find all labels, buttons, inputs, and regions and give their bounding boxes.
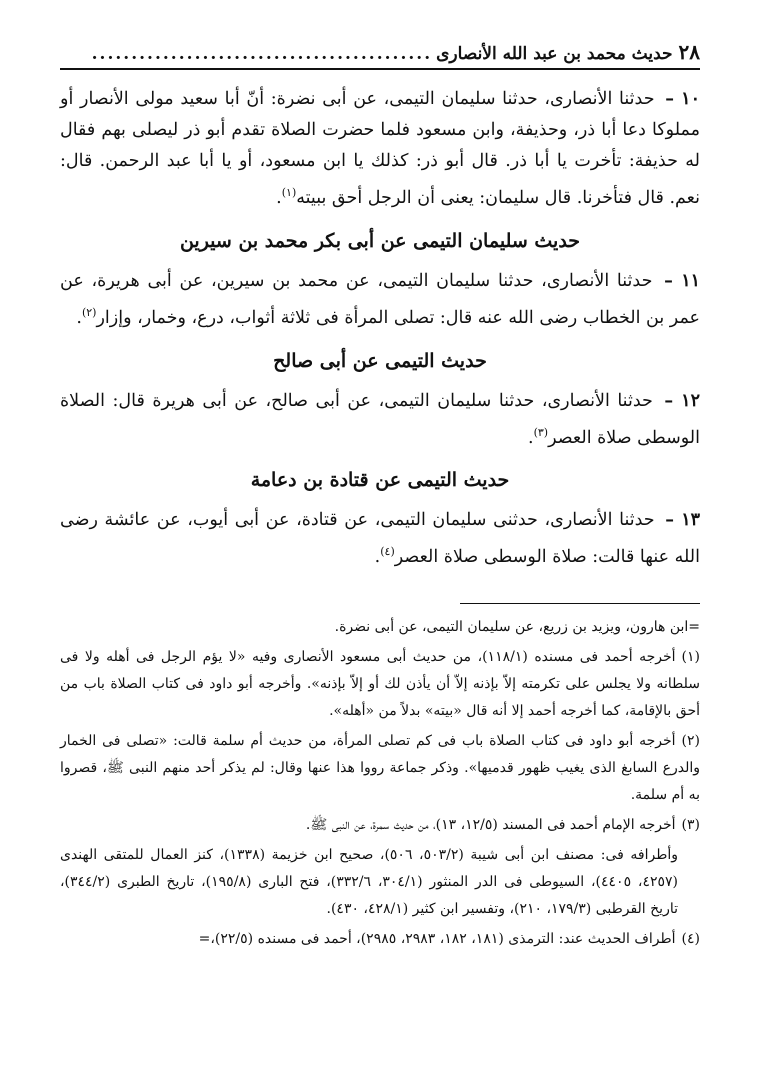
footnote-ref: (٤) bbox=[380, 545, 395, 559]
hadith-13 bbox=[60, 505, 700, 573]
footnote-ref: (٢) bbox=[81, 305, 97, 319]
footnote-text: أخرجه أبو داود فى كتاب الصلاة باب فى كم تصلى المرأة، من حديث أم سلمة قالت: «تصلى فى الخمار والدرع السابغ الذى يغيب ظهور قدميها». وذكر جماعة رووا هذا عنها وقال: لم يذكر أحد منهم النبى ﷺ، قصروا به أم سلمة. bbox=[60, 733, 700, 804]
footnote-text: أطراف الحديث عند: الترمذى (١٨١، ١٨٢، ٢٩٨٣، ٢٩٨٥)، أحمد فى مسنده (٢٢/٥)،= bbox=[198, 931, 676, 948]
footnote-number: (١) bbox=[681, 649, 700, 666]
footnote-2 bbox=[60, 728, 700, 809]
hadith-number: ١٣ – bbox=[665, 510, 700, 531]
footnote-ref: (٣) bbox=[533, 425, 549, 439]
footnote-atraf: وأطرافه فى: مصنف ابن أبى شيبة (٥٠٣/٢، ٥٠٦)، صحيح ابن خزيمة (١٣٣٨)، كنز العمال للمتقى الهندى (٤٢٥٧، ٤٤٠٥)، السيوطى فى الدر المنثور (٣٠٤/١، ٣٣٢/٦)، فتح البارى (١٩٥/٨)، تاريخ الطبرى (٣٤٤/٢)، تاريخ القرطبى (١٧٩/٣، ٢١٠)، وتفسير ابن كثير (٤٢٨/١، ٤٣٠). bbox=[60, 847, 678, 918]
hadith-text: حدثنا الأنصارى، حدثنى سليمان التيمى، عن قتادة، عن أبى أيوب، عن عائشة رضى الله عنها قالت: صلاة الوسطى صلاة العصر bbox=[60, 510, 700, 568]
hadith-end: . bbox=[76, 307, 82, 328]
hadith-end: . bbox=[276, 187, 282, 208]
hadith-number: ١٠ – bbox=[665, 89, 700, 109]
footnote-4 bbox=[60, 926, 700, 953]
footnote-1 bbox=[60, 644, 700, 725]
footnote-ref: (١) bbox=[281, 186, 297, 199]
hadith-text: حدثنا الأنصارى، حدثنا سليمان التيمى، عن أبى صالح، عن أبى هريرة قال: الصلاة الوسطى صلاة العصر bbox=[60, 390, 700, 448]
hadith-number: ١٢ – bbox=[664, 390, 700, 411]
footnote-3 bbox=[60, 812, 700, 839]
hadith-text: حدثنا الأنصارى، حدثنا سليمان التيمى، عن أبى نضرة: أنّ أبا سعيد مولى الأنصار أو مملوكا دعا أبا ذر، وحذيفة، وابن مسعود فلما حضرت الصلاة تقدم أبو ذر ليصلى بهم فقال له حذيفة: تأخرت يا أبا ذر. قال أبو ذر: كذلك يا ابن مسعود، أو يا أبا عبد الرحمن. قال: نعم. قال فتأخرنا. قال سليمان: يعنى أن الرجل أحق ببيته bbox=[60, 89, 700, 208]
page-number: ٢٨ bbox=[678, 40, 700, 64]
header-dots: ........................................... bbox=[91, 44, 433, 64]
section-title: حديث التيمى عن قتادة بن دعامة bbox=[250, 469, 510, 492]
hadith-number: ١١ – bbox=[664, 270, 700, 291]
footnote-number: (٢) bbox=[681, 733, 700, 750]
hadith-12 bbox=[60, 386, 700, 454]
section-title: حديث سليمان التيمى عن أبى بكر محمد بن سيرين bbox=[179, 229, 581, 252]
hadith-10 bbox=[60, 84, 700, 214]
footnote-number: (٣) bbox=[681, 817, 700, 834]
footnote-text: أخرجه أحمد فى مسنده (١١٨/١)، من حديث أبى مسعود الأنصارى وفيه «لا يؤم الرجل فى أهله ولا فى سلطانه ولا يجلس على تكرمته إلاّ بإذنه إلاّ أن يأذن لك أو إلاّ بإذنه». وأخرجه أبو داود فى كتاب الصلاة باب من أحق بالإقامة، كما أخرجه أحمد إلا أنه قال «بيته» بدلاً من «أهله». bbox=[60, 649, 700, 720]
hadith-text: حدثنا الأنصارى، حدثنا سليمان التيمى، عن محمد بن سيرين، عن أبى هريرة، عن عمر بن الخطاب رضى الله عنه قال: تصلى المرأة فى ثلاثة أثواب، درع، وخمار، وإزار bbox=[60, 270, 700, 328]
hadith-end: . bbox=[528, 427, 534, 448]
footnote-text: أخرجه الإمام أحمد فى المسند (١٢/٥، ١٣)، من حديث سمرة، عن النبى ﷺ. bbox=[305, 817, 676, 834]
footnote-continuation: =ابن هارون، ويزيد بن زريع، عن سليمان التيمى، عن أبى نضرة. bbox=[334, 619, 700, 636]
running-header bbox=[60, 40, 700, 70]
hadith-11 bbox=[60, 266, 700, 334]
header-title: حديث محمد بن عبد الله الأنصارى bbox=[436, 44, 673, 64]
footnote-separator bbox=[460, 603, 700, 604]
hadith-end: . bbox=[374, 547, 381, 568]
footnote-number: (٤) bbox=[681, 931, 700, 948]
section-title: حديث التيمى عن أبى صالح bbox=[273, 349, 487, 372]
